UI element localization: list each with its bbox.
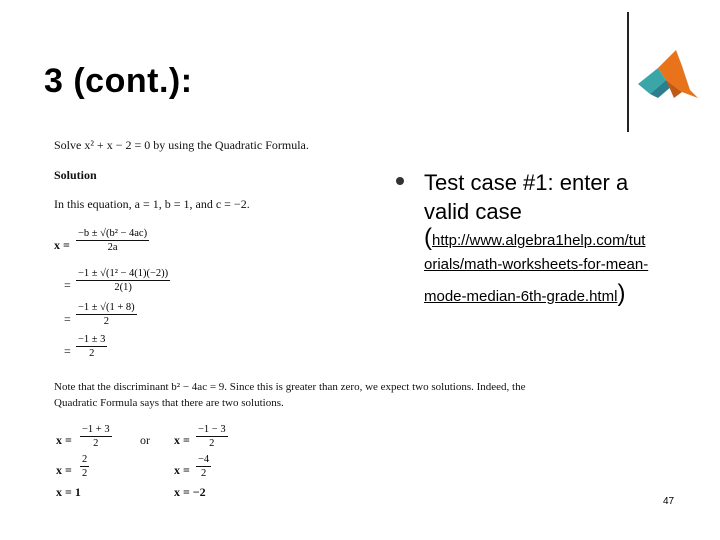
- solution-right-1-denominator: 2: [209, 438, 215, 449]
- step3-numerator: −1 ± √(1 + 8): [78, 302, 135, 313]
- step3-denominator: 2: [103, 316, 109, 327]
- solution-left-2-denominator: 2: [82, 468, 88, 479]
- step3-equals: =: [64, 312, 71, 326]
- solution-left-2-fraction: [80, 454, 89, 479]
- solution-right-2-numerator: −4: [198, 454, 210, 465]
- step4-equals: =: [64, 344, 71, 358]
- coefficients-line: In this equation, a = 1, b = 1, and c = −2.: [54, 197, 250, 211]
- step2-numerator: −1 ± √(1² − 4(1)(−2)): [78, 268, 169, 279]
- url-line-1: [424, 224, 645, 252]
- discriminant-line-2: Quadratic Formula says that there are two solutions.: [54, 397, 284, 409]
- close-paren: ): [617, 280, 626, 307]
- step1-lhs: x =: [54, 238, 70, 252]
- url-line-3: [424, 280, 625, 308]
- solution-left-1-fraction: [80, 424, 112, 449]
- solution-left-1-lhs: x =: [56, 433, 72, 447]
- solution-left-3: x = 1: [56, 485, 81, 499]
- test-case-link-part-1[interactable]: http://www.algebra1help.com/tut: [432, 232, 646, 249]
- solution-right-3: x = −2: [174, 485, 206, 499]
- step4-numerator: −1 ± 3: [78, 334, 106, 345]
- solution-right-2-lhs: x =: [174, 463, 190, 477]
- url-line-2: [424, 256, 648, 274]
- step1-denominator: 2a: [107, 242, 118, 253]
- step2-fraction: [76, 268, 170, 293]
- solution-left-2-lhs: x =: [56, 463, 72, 477]
- discriminant-line-1: Note that the discriminant b² − 4ac = 9. Since this is greater than zero, we expect two solutions. Indeed, the: [54, 381, 526, 393]
- step1-fraction: [76, 228, 149, 253]
- step3-fraction: [76, 302, 137, 327]
- divider-line: [627, 12, 629, 132]
- slide-title: 3 (cont.):: [44, 62, 193, 100]
- test-case-text: [424, 168, 628, 226]
- solution-heading: Solution: [54, 168, 97, 182]
- open-paren: (: [424, 224, 432, 251]
- solution-left-2-numerator: 2: [82, 454, 88, 465]
- bullet-dot: [396, 177, 404, 185]
- solution-right-1-numerator: −1 − 3: [198, 424, 226, 435]
- or-word: or: [140, 433, 150, 447]
- problem-prompt: Solve x² + x − 2 = 0 by using the Quadratic Formula.: [54, 138, 309, 152]
- test-case-line-2: valid case: [424, 199, 522, 224]
- solution-left-1-numerator: −1 + 3: [82, 424, 110, 435]
- test-case-link-part-2[interactable]: orials/math-worksheets-for-mean-: [424, 256, 649, 273]
- solution-left-1-denominator: 2: [93, 438, 99, 449]
- test-case-line-1: Test case #1: enter a: [424, 170, 629, 195]
- solution-right-1-lhs: x =: [174, 433, 190, 447]
- page-number: 47: [663, 496, 675, 507]
- step4-fraction: [76, 334, 107, 359]
- step2-equals: =: [64, 278, 71, 292]
- test-case-link-part-3[interactable]: mode-median-6th-grade.html: [424, 288, 618, 305]
- step2-denominator: 2(1): [114, 282, 132, 293]
- solution-right-2-denominator: 2: [200, 468, 207, 479]
- solution-right-1-fraction: [196, 424, 228, 449]
- solution-right-2-fraction: [196, 454, 211, 479]
- step4-denominator: 2: [89, 348, 95, 359]
- step1-numerator: −b ± √(b² − 4ac): [78, 228, 148, 239]
- matlab-logo-icon: [636, 46, 700, 110]
